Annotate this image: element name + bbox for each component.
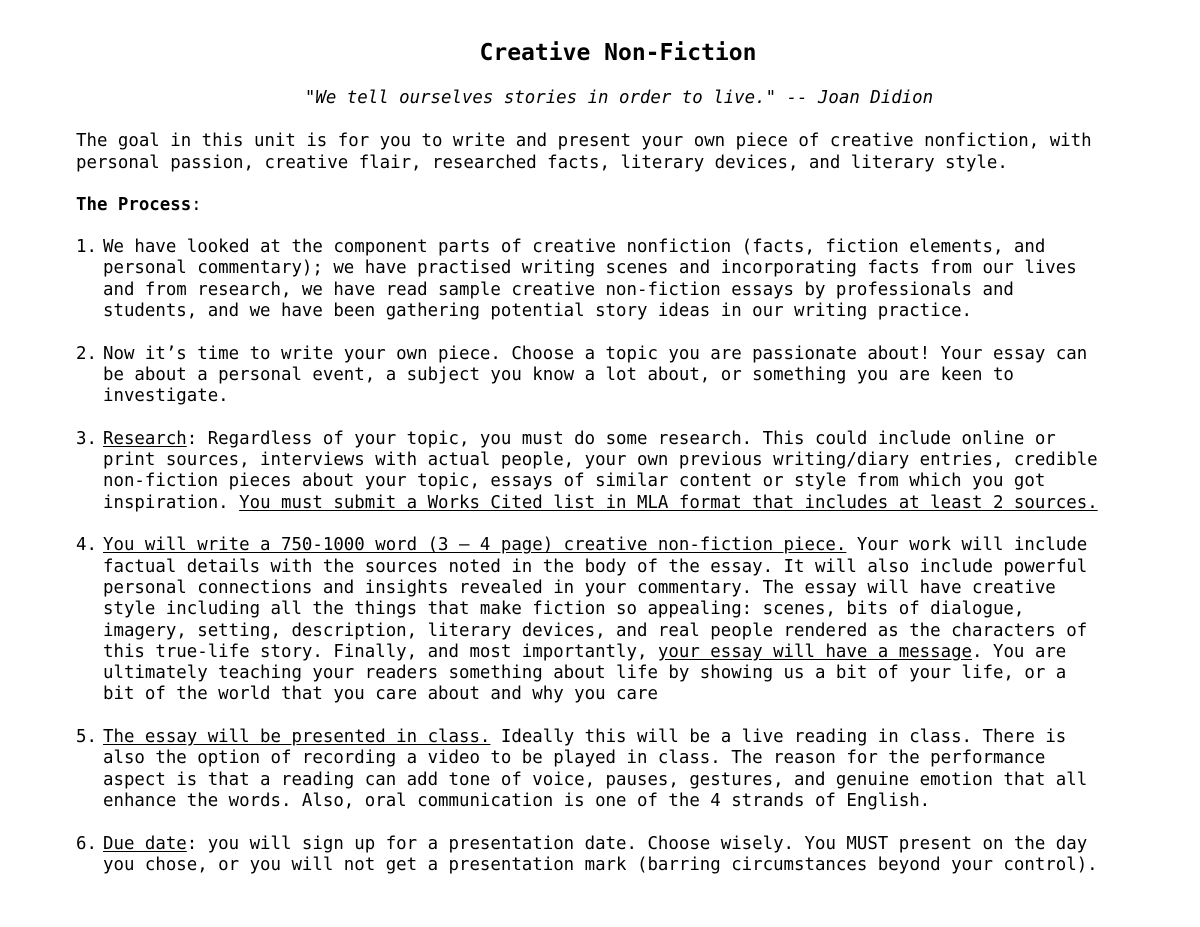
process-heading-label: The Process [76,194,192,215]
step-number: 4. [76,535,97,556]
presentation-text: Ideally this will be a live reading in class. There is also the option of recording a video to be played in class. The reason for the performance aspect is that a reading can add tone of voice, pauses, gestures, and genuine emotion that all enhance the words. Also, oral communication is one of the 4 strands of English. [103,727,1088,811]
due-date-text: : you will sign up for a presentation date. Choose wisely. You MUST present on the day you chose, or you will not get a presentation mark (barring circumstances beyond your control). [103,833,1098,875]
works-cited-requirement: You must submit a Works Cited list in MLA format that includes at least 2 sources. [239,492,1098,513]
presentation-requirement: The essay will be presented in class. [103,727,491,748]
process-step-3 [76,429,1142,514]
step-number: 2. [76,343,97,364]
step-text: We have looked at the component parts of creative nonfiction (facts, fiction elements, and personal commentary); we have practised writing scenes and incorporating facts from our lives and from research, we have read sample creative non-fiction essays by professionals and students, and we have been gathering potential story ideas in our writing practice. [103,237,1077,322]
research-underlined: Research [103,428,187,449]
research-text: : Regardless of your topic, you must do some research. This could include online or print sources, interviews with actual people, your own previous writing/diary entries, credible non-fiction pieces about your topic, essays of similar content or style from which you got inspiration. [103,428,1098,513]
step-number: 6. [76,833,97,854]
step-text: Now it’s time to write your own piece. Choose a topic you are passionate about! Your essay can be about a personal event, a subject you know a lot about, or something you are keen to investigate. [103,343,1088,407]
process-steps-list [76,237,1142,876]
epigraph-quote: "We tell ourselves stories in order to live." -- Joan Didion [304,88,934,108]
step-number: 3. [76,428,97,449]
essay-message-requirement: your essay will have a message [657,641,973,662]
process-step-2 [76,344,1142,408]
step-number: 5. [76,727,97,748]
process-step-6 [76,834,1142,877]
due-date-label: Due date [103,833,187,854]
intro-paragraph: The goal in this unit is for you to write and present your own piece of creative nonfiction, with personal passion, creative flair, researched facts, literary devices, and literary style. [76,131,1092,173]
step-text [103,727,1142,812]
process-step-4 [76,535,1142,705]
step-text [103,834,1142,877]
essay-details-text: Your work will include factual details with the sources noted in the body of the essay. It will also include powerful personal connections and insights revealed in your commentary. The essay will have creative style including all the things that make fiction so appealing: scenes, bits of dialogue, imagery, setting, description, literary devices, and real people rendered as the characters of this true-life story. Finally, and most importantly, [103,535,1088,662]
step-text [103,535,1142,705]
process-step-5 [76,727,1142,812]
process-heading [76,195,1142,216]
process-step-1 [76,237,1142,322]
word-count-requirement: You will write a 750-1000 word (3 – 4 page) creative non-fiction piece. [103,535,847,556]
document-title: Creative Non-Fiction [479,40,757,66]
step-text [103,429,1142,514]
step-number: 1. [76,237,97,258]
process-heading-colon: : [191,194,202,215]
essay-details-text-end: . You are ultimately teaching your readers something about life by showing us a bit of your life, or a bit of the world that you care about and why you care [103,641,1067,705]
